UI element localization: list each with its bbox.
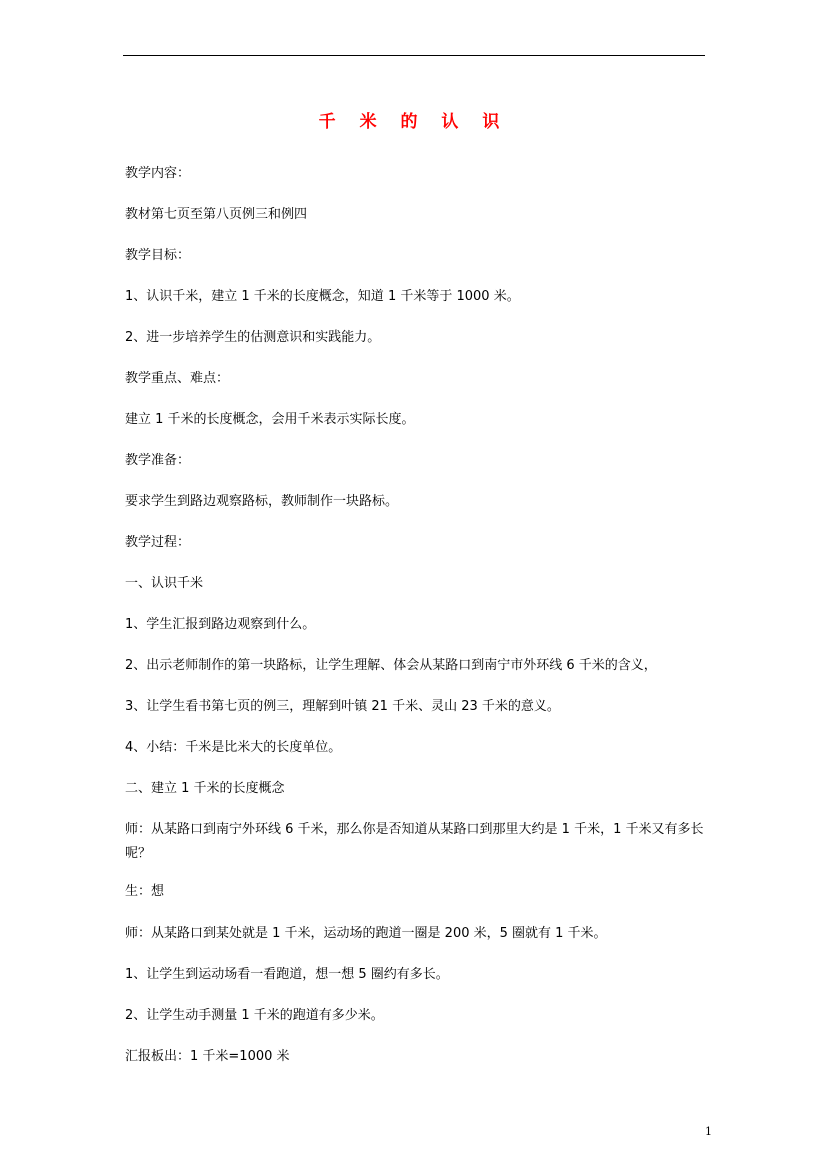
paragraph-line: 2、出示老师制作的第一块路标，让学生理解、体会从某路口到南宁市外环线 6 千米的含义，: [125, 658, 657, 673]
paragraph-line: 1、学生汇报到路边观察到什么。: [125, 617, 316, 632]
paragraph-line: 师：从某路口到某处就是 1 千米，运动场的跑道一圈是 200 米，5 圈就有 1 千米。: [125, 926, 607, 941]
paragraph-line: 教学准备：: [125, 453, 191, 468]
paragraph-line: 一、认识千米: [125, 576, 204, 591]
paragraph-line: 2、进一步培养学生的估测意识和实践能力。: [125, 330, 381, 345]
paragraph-line: 要求学生到路边观察路标，教师制作一块路标。: [125, 494, 399, 509]
paragraph-line: 2、让学生动手测量 1 千米的跑道有多少米。: [125, 1008, 384, 1023]
paragraph-line: 教学重点、难点：: [125, 371, 230, 386]
paragraph-line: 1、认识千米，建立 1 千米的长度概念，知道 1 千米等于 1000 米。: [125, 289, 520, 304]
paragraph-line: 3、让学生看书第七页的例三，理解到叶镇 21 千米、灵山 23 千米的意义。: [125, 699, 560, 714]
paragraph-line: 二、建立 1 千米的长度概念: [125, 781, 285, 796]
paragraph-line: 汇报板出：1 千米=1000 米: [125, 1049, 290, 1064]
paragraph-line: 4、小结：千米是比米大的长度单位。: [125, 740, 342, 755]
paragraph-line: 师：从某路口到南宁外环线 6 千米，那么你是否知道从某路口到那里大约是 1 千米，1 千米又有多长呢？: [125, 822, 704, 861]
paragraph-line: 生：想: [125, 884, 165, 899]
paragraph-line: 建立 1 千米的长度概念，会用千米表示实际长度。: [125, 412, 415, 427]
header-rule: [123, 55, 705, 56]
paragraph-line: 教学目标：: [125, 248, 191, 263]
page-number: 1: [705, 1125, 712, 1138]
paragraph-line: 教学内容：: [125, 166, 191, 181]
paragraph-line: 1、让学生到运动场看一看跑道，想一想 5 圈约有多长。: [125, 967, 449, 982]
paragraph-line: 教学过程：: [125, 535, 191, 550]
paragraph-line: 教材第七页至第八页例三和例四: [125, 207, 308, 222]
document-title: 千 米 的 认 识: [318, 112, 509, 132]
